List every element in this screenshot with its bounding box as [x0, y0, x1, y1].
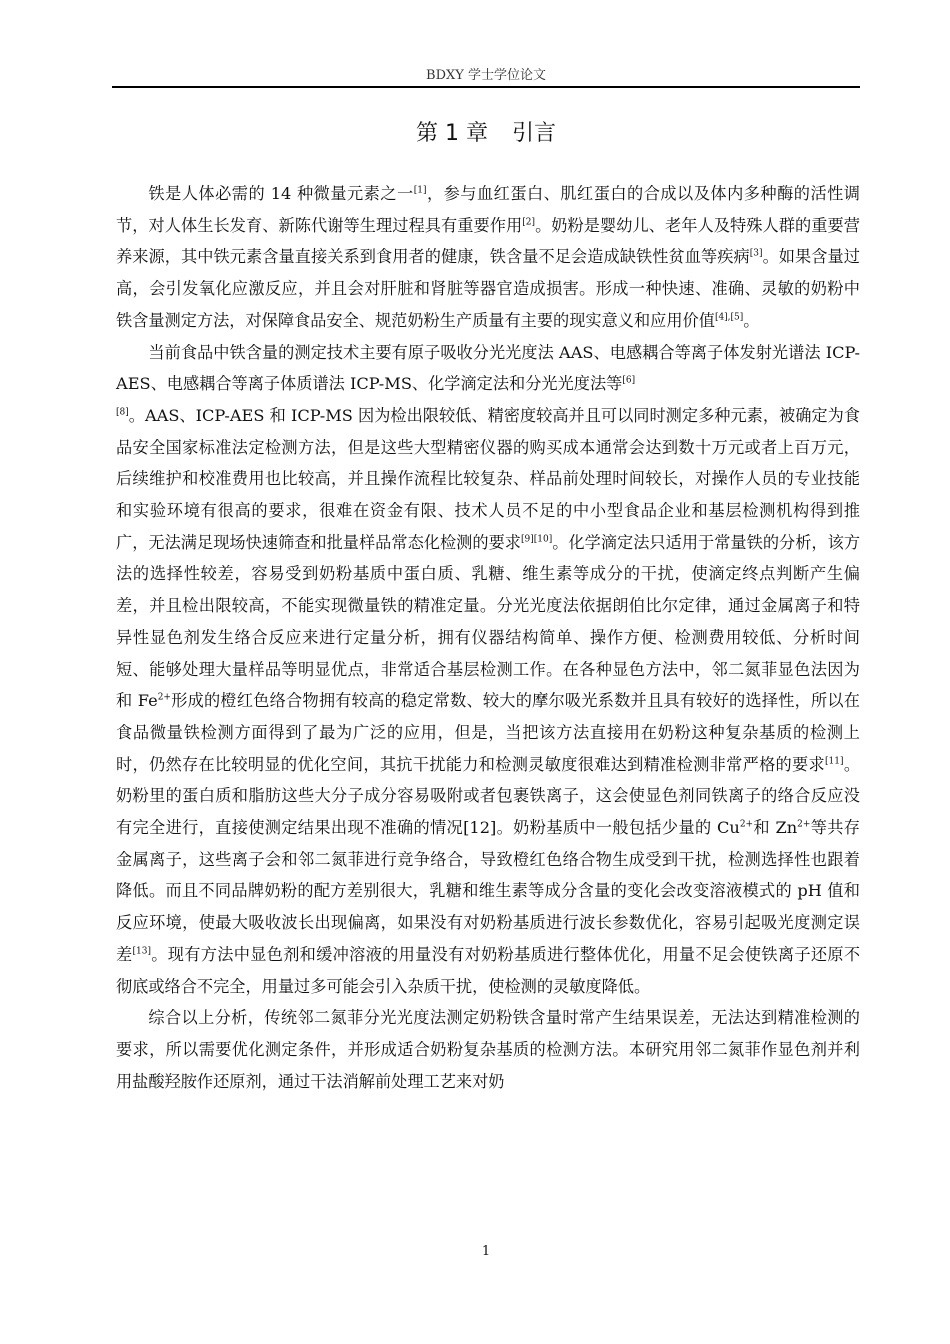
- text-run: 。现有方法中显色剂和缓冲溶液的用量没有对奶粉基质进行整体优化，用量不足会使铁离子还原不彻底或络合不完全，用量过多可能会引入杂质干扰，使检测的灵敏度降低。: [116, 944, 861, 996]
- text-run: 。化学滴定法只适用于常量铁的分析，该方法的选择性较差，容易受到奶粉基质中蛋白质、乳糖、维生素等成分的干扰，使滴定终点判断产生偏差，并且检出限较高，不能实现微量铁的精准定量。分光光度法依据朗伯比尔定律，通过金属离子和特异性显色剂发生络合反应来进行定量分析，拥有仪器结构简单、操作方便、检测费用较低、分析时间短、能够处理大量样品等明显优点，非常适合基层检测工作。在各种显色方法中，邻二氮菲显色法因为和 Fe: [116, 532, 861, 711]
- ion-charge: 2+: [739, 819, 754, 830]
- text-run: 铁是人体必需的 14 种微量元素之一: [148, 184, 414, 203]
- text-run: 综合以上分析，传统邻二氮菲分光光度法测定奶粉铁含量时常产生结果误差，无法达到精准检测的要求，所以需要优化测定条件，并形成适合奶粉复杂基质的检测方法。本研究用邻二氮菲作显色剂并利用盐酸羟胺作还原剂，通过干法消解前处理工艺来对奶: [116, 1008, 860, 1091]
- citation: [11]: [825, 756, 844, 767]
- text-run: ，参与血红蛋白、肌红蛋白的合成以及体内多种酶的活性调节，对人体生长发育、新陈代谢等生理过程具有重要作用: [116, 184, 860, 235]
- citation: [8]: [116, 407, 129, 418]
- citation: [9][10]: [520, 534, 553, 545]
- chapter-number: 第 1 章: [416, 121, 488, 146]
- text-run: 。如果含量过高，会引发氧化应激反应，并且会对肝脏和肾脏等器官造成损害。形成一种快速、准确、灵敏的奶粉中铁含量测定方法，对保障食品安全、规范奶粉生产质量有主要的现实意义和应用价值: [116, 247, 860, 330]
- text-run: 。奶粉是婴幼儿、老年人及特殊人群的重要营养来源，其中铁元素含量直接关系到食用者的健康，铁含量不足会造成缺铁性贫血等疾病: [116, 215, 860, 267]
- paragraph-2: [116, 337, 860, 1003]
- chapter-name: 引言: [511, 121, 556, 146]
- body-text: [116, 178, 860, 1097]
- paragraph-3: [116, 1002, 860, 1097]
- text-run: 。: [743, 310, 760, 330]
- ion-charge: 2+: [157, 692, 171, 703]
- citation: [6]: [622, 375, 636, 386]
- text-run: 。AAS、ICP-AES 和 ICP-MS 因为检出限较低、精密度较高并且可以同时测定多种元素，被确定为食品安全国家标准法定检测方法，但是这些大型精密仪器的购买成本通常会达到数十万元或者上百万元，后续维护和校准费用也比较高，并且操作流程比较复杂、样品前处理时间较长，对操作人员的专业技能和实验环境有很高的要求，很难在资金有限、技术人员不足的中小型食品企业和基层检测机构得到推广，无法满足现场快速筛查和批量样品常态化检测的要求: [116, 405, 860, 552]
- paragraph-1: [116, 178, 860, 337]
- citation: [13]: [132, 946, 151, 957]
- text-run: 形成的橙红色络合物拥有较高的稳定常数、较大的摩尔吸光系数并且具有较好的选择性，所以在食品微量铁检测方面得到了最为广泛的应用，但是，当把该方法直接用在奶粉这种复杂基质的检测上时，仍然存在比较明显的优化空间，其抗干扰能力和检测灵敏度很难达到精准检测非常严格的要求: [116, 691, 860, 774]
- citation: [2]: [522, 217, 535, 228]
- chapter-title: [112, 116, 860, 147]
- citation: [1]: [413, 185, 427, 196]
- ion-charge: 2+: [797, 819, 811, 830]
- text-run: 等共存金属离子，这些离子会和邻二氮菲进行竞争络合，导致橙红色络合物生成受到干扰，检测选择性也跟着降低。而且不同品牌奶粉的配方差别很大，乳糖和维生素等成分含量的变化会改变溶液模式的 pH 值和反应环境，使最大吸收波长出现偏离，如果没有对奶粉基质进行波长参数优化，容易引起吸光度测定误差: [116, 818, 860, 964]
- text-run: 。奶粉里的蛋白质和脂肪这些大分子成分容易吸附或者包裹铁离子，这会使显色剂同铁离子的络合反应没有完全进行，直接使测定结果出现不准确的情况[12]。奶粉基质中一般包括少量的 Cu: [116, 754, 861, 838]
- text-run: 当前食品中铁含量的测定技术主要有原子吸收分光光度法 AAS、电感耦合等离子体发射光谱法 ICP-AES、电感耦合等离子体质谱法 ICP-MS、化学滴定法和分光光度法等: [116, 342, 860, 394]
- header-rule: [112, 86, 860, 88]
- text-run: 和 Zn: [753, 818, 798, 838]
- citation: [3]: [749, 249, 763, 260]
- page-header: BDXY 学士学位论文: [426, 68, 546, 83]
- page-number: 1: [481, 1244, 491, 1259]
- citation: [4],[5]: [714, 312, 744, 323]
